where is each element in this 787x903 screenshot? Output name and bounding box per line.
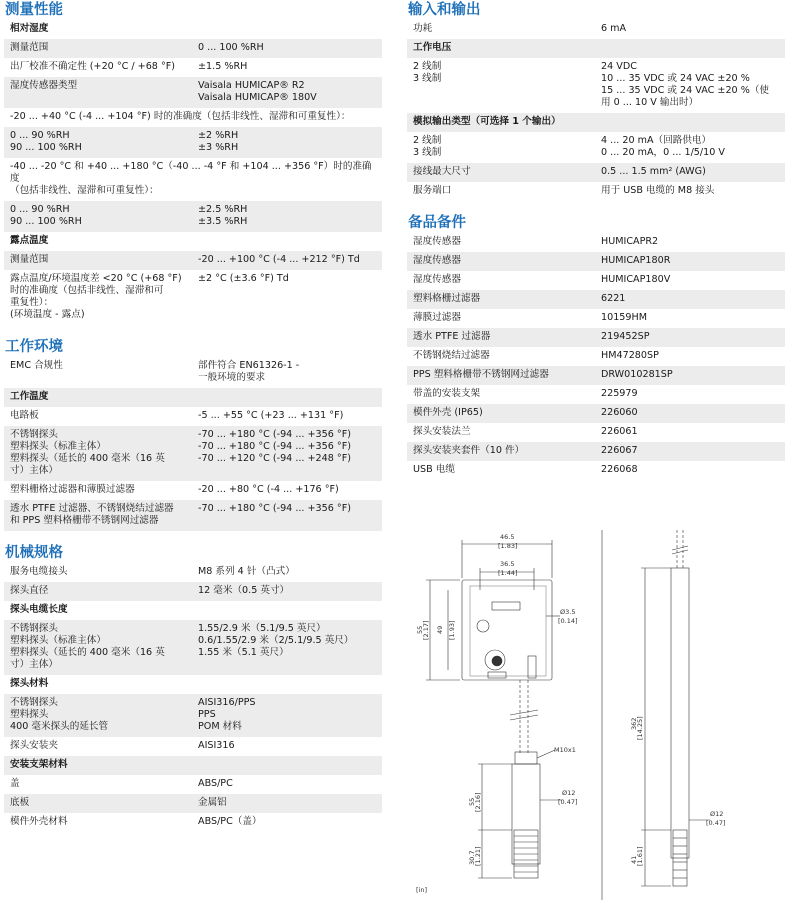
spec-label: -40 ... -20 °C 和 +40 ... +180 °C（-40 ... -4 °F 和 +104 ... +356 °F）时的准确度 （包括非线性、湿滞和可重复性）： [10, 161, 372, 196]
spec-label: 湿度传感器类型 [10, 80, 78, 91]
section [4, 543, 382, 832]
table-row [407, 347, 785, 366]
spec-label: 探头直径 [10, 585, 49, 596]
spec-label: 探头安装夹套件（10 件） [413, 445, 525, 456]
spec-label: 0 ... 90 %RH 90 ... 100 %RH [10, 204, 82, 227]
spec-label: 湿度传感器 [413, 255, 461, 266]
spec-label: 盖 [10, 778, 20, 789]
spec-label: 湿度传感器 [413, 274, 461, 285]
dimension-drawing-svg [410, 530, 785, 900]
terminal-block [492, 602, 520, 610]
table-row [407, 309, 785, 328]
spec-label: 探头材料 [10, 678, 49, 689]
dim-362-label: 362 [630, 717, 638, 730]
dim-46-in-label: [1.83] [498, 542, 518, 550]
spec-table [407, 233, 785, 480]
spec-label: -20 ... +40 °C (-4 ... +104 °F) 时的准确度（包括非线性、湿滞和可重复性）： [10, 111, 351, 122]
spec-value: HUMICAPR2 [601, 236, 659, 247]
spec-value: 225979 [601, 388, 638, 399]
table-row [407, 328, 785, 347]
spec-value: 10159HM [601, 312, 648, 323]
table-row [4, 775, 382, 794]
module-connector [528, 656, 536, 678]
table-row [407, 461, 785, 480]
spec-label: 相对湿度 [10, 23, 49, 34]
spec-label: 出厂校准不确定性 (+20 °C / +68 °F) [10, 61, 176, 72]
spec-label: 2 线制 3 线制 [413, 135, 442, 158]
section-title: 工作环境 [5, 339, 63, 355]
dim-41-in-label: [1.61] [636, 846, 644, 866]
table-row [4, 270, 382, 325]
spec-value: 226067 [601, 445, 638, 456]
spec-value: HM47280SP [601, 350, 659, 361]
table-row [4, 39, 382, 58]
spec-value: HUMICAP180R [601, 255, 671, 266]
dim-30-in-label: [1.21] [474, 846, 482, 866]
spec-label: EMC 合规性 [10, 360, 63, 371]
module-terminal [488, 672, 506, 678]
spec-value: AISI316/PPS PPS POM 材料 [198, 697, 256, 732]
spec-value: M8 系列 4 针（凸式） [198, 566, 295, 577]
spec-label: 塑料栅格过滤器和薄膜过滤器 [10, 484, 135, 495]
table-row [407, 163, 785, 182]
spec-label: 湿度传感器 [413, 236, 461, 247]
table-row [4, 158, 382, 201]
table-subheader [407, 113, 785, 132]
section-title: 测量性能 [5, 2, 63, 18]
scale-unit-label: [in] [416, 886, 427, 894]
dim-362-in-label: [14.25] [636, 716, 644, 740]
spec-value: 219452SP [601, 331, 650, 342]
table-row [4, 481, 382, 500]
table-row [4, 58, 382, 77]
dim-36-in-label: [1.44] [498, 569, 518, 577]
spec-value: ±2.5 %RH ±3.5 %RH [198, 204, 248, 227]
table-row [407, 182, 785, 201]
spec-value: 226060 [601, 407, 638, 418]
right-column [407, 0, 785, 492]
table-row [4, 77, 382, 108]
spec-label: 不锈钢探头 塑料探头 400 毫米探头的延长管 [10, 697, 109, 732]
spec-table [4, 357, 382, 531]
spec-table [4, 20, 382, 325]
spec-value: Vaisala HUMICAP® R2 Vaisala HUMICAP® 180V [198, 80, 317, 103]
dim-55b-in-label: [2.16] [474, 792, 482, 812]
table-row [4, 813, 382, 832]
dim-46-label: 46.5 [500, 533, 515, 541]
table-row [407, 423, 785, 442]
table-row [407, 385, 785, 404]
spec-label: 不锈钢探头 塑料探头（标准主体） 塑料探头（延长的 400 毫米（16 英 寸）主体） [10, 623, 165, 670]
table-row [407, 442, 785, 461]
dim-55b-label: 55 [468, 797, 476, 806]
module-component-core [492, 656, 502, 666]
spec-value: 24 VDC 10 ... 35 VDC 或 24 VAC ±20 % 15 ... 35 VDC 或 24 VAC ±20 %（使 用 0 ... 10 V 输出时） [601, 61, 770, 108]
table-row [407, 404, 785, 423]
dim-30-label: 30.7 [468, 850, 476, 865]
table-row [4, 794, 382, 813]
spec-value: -70 ... +180 °C (-94 ... +356 °F) [198, 503, 351, 514]
spec-label: 探头电缆长度 [10, 604, 68, 615]
dim-d12-in-label: [0.47] [558, 798, 578, 806]
table-row [4, 737, 382, 756]
spec-label: 透水 PTFE 过滤器 [413, 331, 491, 342]
spec-label: 塑料格栅过滤器 [413, 293, 481, 304]
table-row [4, 357, 382, 388]
table-row [407, 271, 785, 290]
spec-label: 带盖的安装支架 [413, 388, 481, 399]
spec-label: PPS 塑料格栅带不锈钢网过滤器 [413, 369, 549, 380]
table-row [4, 500, 382, 531]
spec-label: 露点温度 [10, 235, 49, 246]
dim-49-label: 49 [436, 625, 444, 634]
spec-value: ±2 °C (±3.6 °F) Td [198, 273, 289, 284]
spec-table [4, 563, 382, 832]
table-row [4, 582, 382, 601]
spec-value: 0 ... 100 %RH [198, 42, 264, 53]
spec-label: 服务端口 [413, 185, 452, 196]
spec-value: ±2 %RH ±3 %RH [198, 130, 239, 153]
dim-41-label: 41 [630, 855, 638, 864]
spec-value: ABS/PC [198, 778, 233, 789]
table-subheader [4, 601, 382, 620]
table-row [4, 694, 382, 737]
spec-label: 电路板 [10, 410, 39, 421]
spec-label: 不锈钢烧结过滤器 [413, 350, 490, 361]
spec-value: 部件符合 EN61326-1 - 一般环境的要求 [198, 360, 300, 383]
section [4, 0, 382, 325]
table-row [407, 252, 785, 271]
table-row [4, 407, 382, 426]
table-row [4, 563, 382, 582]
spec-label: 2 线制 3 线制 [413, 61, 442, 84]
spec-value: 6 mA [601, 23, 627, 34]
spec-value: -70 ... +180 °C (-94 ... +356 °F) -70 ... +180 °C (-94 ... +356 °F) -70 ... +120 °C (-94 ... +248 °F) [198, 429, 351, 464]
table-row [407, 58, 785, 113]
spec-label: 探头安装法兰 [413, 426, 471, 437]
table-row [407, 132, 785, 163]
connector-label: M10x1 [554, 746, 576, 754]
spec-value: -5 ... +55 °C (+23 ... +131 °F) [198, 410, 344, 421]
table-row [4, 108, 382, 127]
dimension-drawings [410, 530, 785, 900]
spec-value: 0.5 ... 1.5 mm² (AWG) [601, 166, 706, 177]
spec-label: 模件外壳材料 [10, 816, 68, 827]
dim-d12b-label: Ø12 [710, 810, 724, 818]
spec-value: -20 ... +100 °C (-4 ... +212 °F) Td [198, 254, 360, 265]
section-title: 备品备件 [408, 215, 466, 231]
dim-hole-label: Ø3.5 [560, 608, 576, 616]
table-row [4, 201, 382, 232]
table-row [407, 366, 785, 385]
table-row [4, 620, 382, 675]
spec-value: 226061 [601, 426, 638, 437]
dim-36-label: 36.5 [500, 560, 515, 568]
spec-value: 6221 [601, 293, 626, 304]
dim-d12b-in-label: [0.47] [706, 819, 726, 827]
spec-label: 模件外壳 (IP65) [413, 407, 483, 418]
table-subheader [4, 388, 382, 407]
spec-label: USB 电缆 [413, 464, 455, 475]
section-title: 输入和输出 [408, 2, 481, 18]
long-probe-body [671, 568, 689, 858]
spec-value: DRW010281SP [601, 369, 673, 380]
section [407, 0, 785, 201]
spec-label: 安装支架材料 [10, 759, 68, 770]
spec-value: 1.55/2.9 米（5.1/9.5 英尺） 0.6/1.55/2.9 米（2/5.1/9.5 英尺） 1.55 米（5.1 英尺） [198, 623, 354, 658]
spec-value: ±1.5 %RH [198, 61, 248, 72]
spec-value: 12 毫米（0.5 英寸） [198, 585, 290, 596]
section [4, 337, 382, 531]
table-subheader [4, 232, 382, 251]
spec-label: 透水 PTFE 过滤器、不锈钢烧结过滤器 和 PPS 塑料格栅带不锈钢网过滤器 [10, 503, 174, 526]
spec-label: 功耗 [413, 23, 433, 34]
spec-label: 探头安装夹 [10, 740, 58, 751]
table-row [4, 251, 382, 270]
spec-label: 工作电压 [413, 42, 452, 53]
trim-pot [477, 620, 489, 632]
module-board [470, 586, 546, 676]
spec-value: 226068 [601, 464, 638, 475]
spec-label: 工作温度 [10, 391, 49, 402]
dim-55a-label: 55 [416, 625, 424, 634]
section [407, 213, 785, 480]
table-row [407, 290, 785, 309]
table-subheader [4, 756, 382, 775]
spec-value: ABS/PC（盖） [198, 816, 262, 827]
spec-label: 底板 [10, 797, 30, 808]
spec-label: 测量范围 [10, 42, 49, 53]
table-row [4, 127, 382, 158]
table-subheader [4, 20, 382, 39]
table-row [4, 426, 382, 481]
spec-label: 模拟输出类型（可选择 1 个输出） [413, 116, 561, 127]
dim-55a-in-label: [2.17] [422, 620, 430, 640]
spec-label: 不锈钢探头 塑料探头（标准主体） 塑料探头（延长的 400 毫米（16 英 寸）主体） [10, 429, 165, 476]
spec-value: 金属铝 [198, 797, 227, 808]
spec-label: 露点温度/环境温度差 <20 °C (+68 °F) 时的准确度（包括非线性、湿滞和可 重复性）： (环境温度 - 露点) [10, 273, 182, 320]
dim-49-in-label: [1.93] [448, 620, 456, 640]
spec-label: 测量范围 [10, 254, 49, 265]
spec-label: 服务电缆接头 [10, 566, 68, 577]
spec-value: HUMICAP180V [601, 274, 671, 285]
drawing-labels [416, 533, 726, 894]
section-title: 机械规格 [5, 545, 63, 561]
module-housing [462, 580, 552, 680]
spec-value: 4 ... 20 mA（回路供电） 0 ... 20 mA，0 ... 1/5/10 V [601, 135, 725, 158]
spec-label: 0 ... 90 %RH 90 ... 100 %RH [10, 130, 82, 153]
spec-value: AISI316 [198, 740, 235, 751]
probe-body [512, 764, 540, 864]
dim-hole-in-label: [0.14] [558, 617, 578, 625]
table-subheader [4, 675, 382, 694]
spec-value: 用于 USB 电缆的 M8 接头 [601, 185, 715, 196]
spec-value: -20 ... +80 °C (-4 ... +176 °F) [198, 484, 339, 495]
table-subheader [407, 39, 785, 58]
left-column [4, 0, 382, 844]
dim-d12-label: Ø12 [562, 789, 576, 797]
spec-label: 薄膜过滤器 [413, 312, 461, 323]
table-row [407, 233, 785, 252]
spec-table [407, 20, 785, 201]
probe-nut [515, 752, 537, 764]
spec-label: 接线最大尺寸 [413, 166, 471, 177]
table-row [407, 20, 785, 39]
